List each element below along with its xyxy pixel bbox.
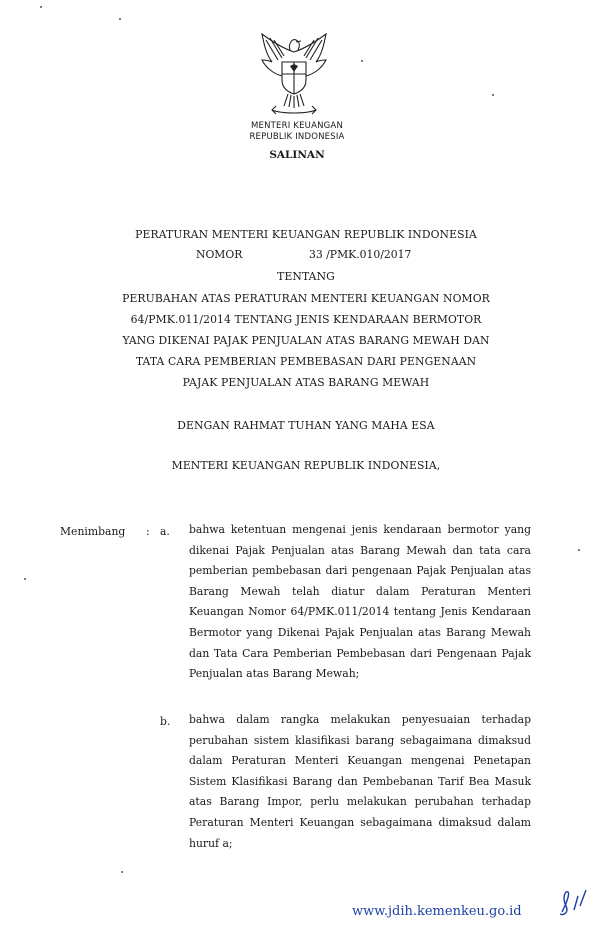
jdih-website-link[interactable]: www.jdih.kemenkeu.go.id: [352, 904, 522, 919]
issuer: MENTERI KEUANGAN REPUBLIK INDONESIA,: [171, 459, 441, 472]
considering-item-text: bahwa dalam rangka melakukan penyesuaian terhadap perubahan sistem klasifikasi barang sebagaimana dimaksud dalam Peraturan Menteri Keuangan mengenai Penetapan Sistem Klasifikasi Barang dan Pembebanan Tarif Bea Masuk atas Barang Impor, perlu melakukan perubahan terhadap Peraturan Menteri Keuangan sebagaimana dimaksud dalam huruf a;: [189, 713, 531, 850]
subject-line: PAJAK PENJUALAN ATAS BARANG MEWAH: [182, 376, 430, 389]
item-letter: a.: [160, 525, 170, 538]
scan-speck: [578, 549, 580, 551]
considering-label: Menimbang: [60, 525, 126, 538]
number-label: NOMOR: [196, 248, 243, 261]
considering-colon: :: [146, 525, 150, 538]
subject-line: YANG DIKENAI PAJAK PENJUALAN ATAS BARANG MEWAH DAN: [122, 334, 490, 347]
initial-signature: [556, 886, 592, 920]
scan-speck: [40, 6, 42, 8]
garuda-emblem-icon: [254, 30, 334, 120]
number-value: 33 /PMK.010/2017: [309, 248, 412, 261]
considering-item-text: bahwa ketentuan mengenai jenis kendaraan bermotor yang dikenai Pajak Penjualan atas Barang Mewah dan tata cara pemberian pembebasan dari pengenaan Pajak Penjualan atas Barang Mewah telah diatur dalam Peraturan Menteri Keuangan Nomor 64/PMK.011/2014 tentang Jenis Kendaraan Bermotor yang Dikenai Pajak Penjualan atas Barang Mewah dan Tata Cara Pemberian Pembebasan dari Pengenaan Pajak Penjualan atas Barang Mewah;: [189, 523, 531, 681]
item-letter: b.: [160, 715, 171, 728]
tentang-label: TENTANG: [277, 270, 335, 283]
scan-speck: [24, 578, 26, 580]
scan-speck: [119, 18, 121, 20]
ministry-name-line2: REPUBLIK INDONESIA: [249, 132, 345, 142]
regulation-title: PERATURAN MENTERI KEUANGAN REPUBLIK INDONESIA: [135, 228, 477, 241]
scan-speck: [361, 60, 363, 62]
subject-line: 64/PMK.011/2014 TENTANG JENIS KENDARAAN BERMOTOR: [130, 313, 482, 326]
subject-line: PERUBAHAN ATAS PERATURAN MENTERI KEUANGAN NOMOR: [122, 292, 490, 305]
ministry-name-line1: MENTERI KEUANGAN: [250, 121, 344, 131]
invocation: DENGAN RAHMAT TUHAN YANG MAHA ESA: [177, 419, 435, 432]
subject-line: TATA CARA PEMBERIAN PEMBEBASAN DARI PENGENAAN: [135, 355, 477, 368]
scan-speck: [492, 94, 494, 96]
copy-label: SALINAN: [269, 149, 325, 161]
scan-speck: [121, 871, 123, 873]
